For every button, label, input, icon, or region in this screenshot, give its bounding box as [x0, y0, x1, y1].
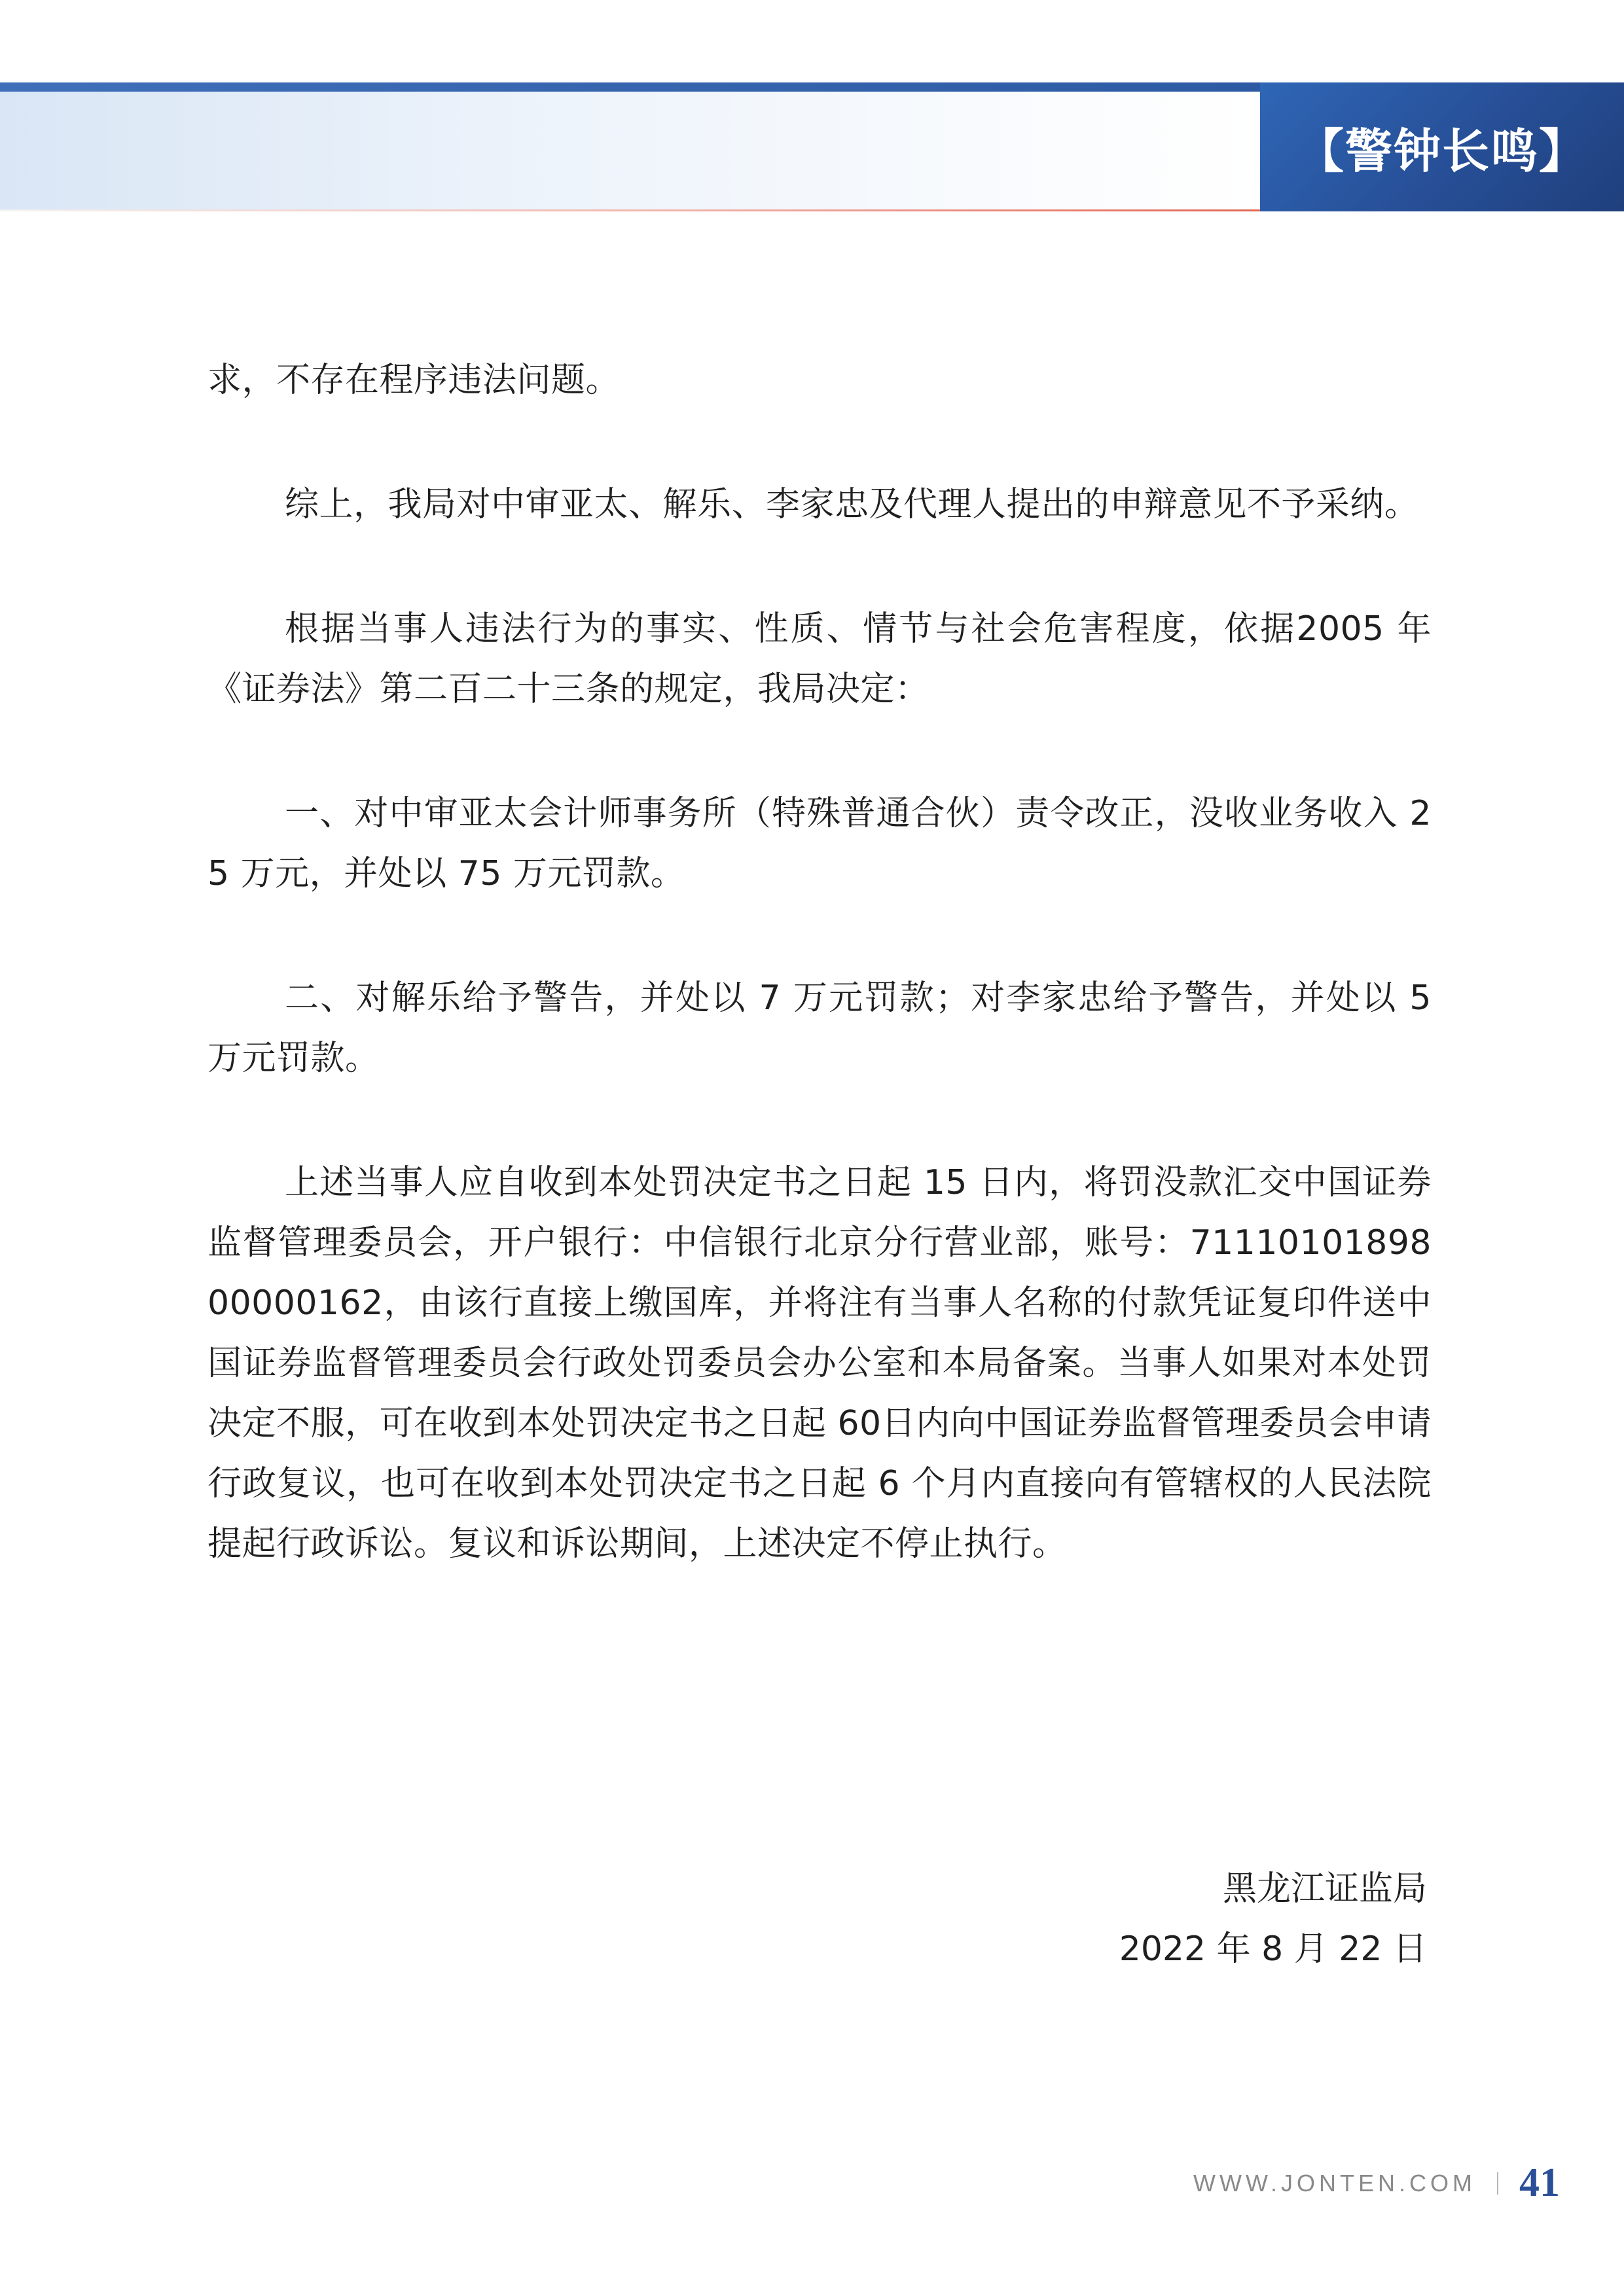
page-footer	[1193, 2160, 1560, 2206]
section-tag	[1260, 82, 1624, 211]
paragraph-legal-basis: 根据当事人违法行为的事实、性质、情节与社会危害程度，依据2005 年《证券法》第二百二十三条的规定，我局决定：	[208, 609, 1432, 709]
section-tag-label: 【警钟长鸣】	[1296, 123, 1587, 179]
signature-date: 2022 年 8 月 22 日	[1119, 1929, 1427, 1969]
footer-divider	[1497, 2172, 1498, 2195]
paragraph-decision-individuals: 二、对解乐给予警告，并处以 7 万元罚款；对李家忠给予警告，并处以 5 万元罚款。	[208, 978, 1432, 1078]
header-band	[0, 82, 1260, 210]
document-body	[208, 350, 1432, 1638]
signature-block	[1119, 1859, 1427, 1979]
footer-website-link[interactable]: WWW.JONTEN.COM	[1193, 2169, 1476, 2197]
header-bottom-rule	[0, 209, 1260, 211]
paragraph-continuation: 求，不存在程序违法问题。	[208, 361, 621, 400]
header-top-rule	[0, 82, 1260, 92]
paragraph-decision-firm: 一、对中审亚太会计师事务所（特殊普通合伙）责令改正，没收业务收入 25 万元，并处以 75 万元罚款。	[208, 794, 1432, 893]
paragraph-payment-and-appeal: 上述当事人应自收到本处罚决定书之日起 15 日内，将罚没款汇交中国证券监督管理委员会，开户银行：中信银行北京分行营业部，账号：7111010189800000162，由该行直接上缴国库，并将注有当事人名称的付款凭证复印件送中国证券监督管理委员会行政处罚委员会办公室和本局备案。当事人如果对本处罚决定不服，可在收到本处罚决定书之日起 60日内向中国证券监督管理委员会申请行政复议，也可在收到本处罚决定书之日起 6 个月内直接向有管辖权的人民法院提起行政诉讼。复议和诉讼期间，上述决定不停止执行。	[208, 1163, 1432, 1564]
paragraph-defense-rejected: 综上，我局对中审亚太、解乐、李家忠及代理人提出的申辩意见不予采纳。	[285, 485, 1419, 524]
signature-organization: 黑龙江证监局	[1222, 1869, 1427, 1909]
page-number: 41	[1519, 2161, 1560, 2205]
